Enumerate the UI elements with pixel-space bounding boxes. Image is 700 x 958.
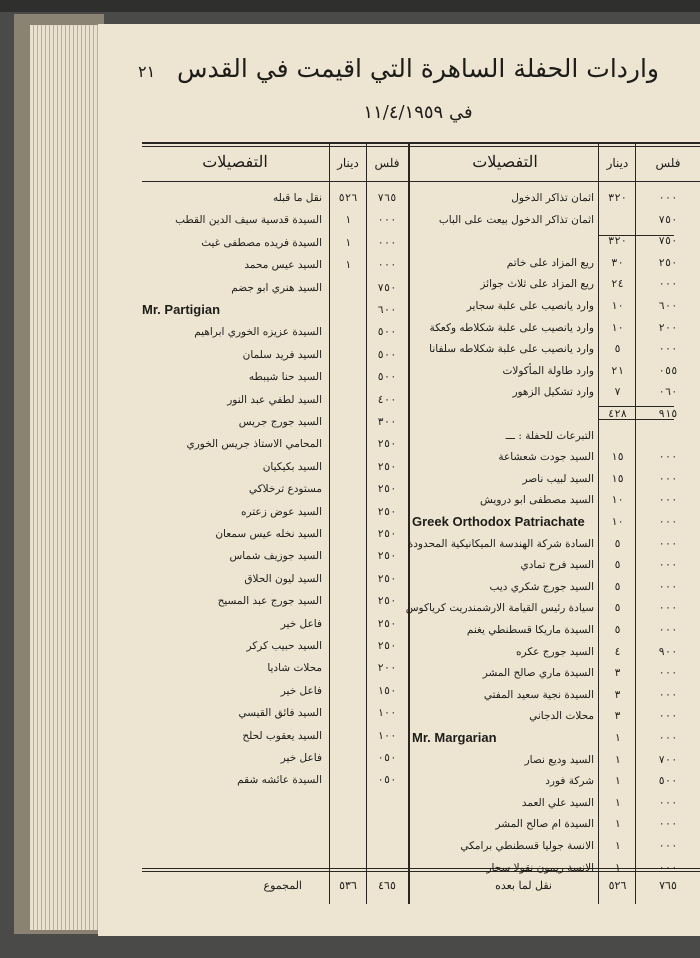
right_column-dinar: ٥	[614, 580, 621, 593]
page-title: واردات الحفلة الساهرة التي اقيمت في القدس	[177, 54, 659, 83]
footer-left-dinar: ٥٣٦	[339, 879, 357, 892]
left_column-fils: ٧٦٥	[377, 192, 397, 204]
left_column-fils: ٠٥٠	[377, 774, 397, 787]
right_column-entry: السادة شركة الهندسة الميكانيكية المحدودة	[407, 537, 594, 550]
right_column-fils: ٠٠٠	[658, 343, 678, 356]
left_column-fils: ٠٠٠	[377, 214, 397, 227]
right_column-dinar: ١٥	[611, 472, 624, 485]
left-header-fils: فلس	[374, 156, 400, 170]
right_column-dinar: ٧	[614, 386, 621, 399]
col-divider	[598, 144, 599, 904]
right_column-entry: ريع المزاد على خاتم	[506, 256, 594, 269]
right_column-entry: وارد طاولة المأكولات	[502, 364, 594, 377]
left_column-fils: ١٥٠	[377, 684, 397, 697]
right_column-entry: السيد لبيب ناصر	[522, 472, 594, 485]
left_column-entry: السيد لطفي عبد النور	[227, 393, 322, 406]
right_column-dinar: ١	[614, 753, 621, 766]
col-divider	[366, 144, 367, 904]
left_column-fils: ٢٥٠	[377, 572, 397, 585]
right_column-fils: ٠٠٠	[658, 840, 678, 852]
right_column-dinar: ١	[614, 796, 621, 809]
right_column-dinar: ١	[614, 818, 621, 831]
right_column-entry: السيدة نجية سعيد المفتي	[483, 688, 594, 701]
right_column-dinar: ١٠	[611, 300, 624, 312]
right_column-entry: شركة فورد	[545, 775, 594, 788]
right_column-entry: Greek Orthodox Patriachate	[412, 514, 585, 529]
left_column-entry: السيدة قدسية سيف الدين القطب	[175, 214, 322, 227]
right_column-entry: اثمان تذاكر الدخول	[511, 192, 594, 204]
col-divider	[635, 144, 636, 904]
left_column-dinar: ١	[344, 259, 352, 272]
right_column-fils: ٠٠٠	[658, 580, 678, 593]
left_column-fils: ٠٠٠	[377, 236, 397, 249]
left_column-fils: ٥٠٠	[377, 326, 397, 339]
left_column-entry: السيد جورج عبد المسيح	[217, 595, 322, 608]
right_column-fils: ٩١٥	[658, 408, 678, 420]
right_column-dinar: ٥	[614, 559, 621, 572]
right-header-details: التفصيلات	[472, 152, 538, 171]
left_column-dinar: ٥٢٦	[338, 192, 358, 204]
right_column-dinar: ١	[614, 775, 621, 788]
left_column-entry: السيد عيس محمد	[244, 259, 322, 272]
left_column-fils: ٠٥٠	[377, 752, 397, 764]
right_column-dinar: ٥	[614, 624, 621, 636]
right_column-dinar: ١٠	[611, 516, 624, 528]
left_column-entry: السيد جورج جريس	[238, 416, 322, 428]
header-top-rule-thin	[142, 146, 700, 147]
right_column-dinar: ٥	[614, 602, 621, 615]
right-header-dinar: دينار	[606, 156, 629, 170]
left_column-fils: ٥٠٠	[377, 348, 397, 361]
left_column-entry: السيد فائق القيسي	[238, 707, 322, 720]
right_column-fils: ٦٠٠	[658, 300, 678, 312]
right_column-fils: ٥٠٠	[658, 775, 678, 788]
right_column-dinar: ١	[614, 861, 621, 874]
footer-left-fils: ٤٦٥	[378, 879, 396, 892]
left_column-entry: السيد ليون الحلاق	[244, 572, 322, 585]
right_column-dinar: ٣٠	[611, 256, 624, 269]
right_column-dinar: ٥	[614, 537, 621, 550]
right_column-dinar: ٥	[614, 343, 621, 356]
right_column-entry: السيدة ماريكا قسطنطي يغنم	[466, 624, 594, 636]
left_column-entry: السيد بكيكيان	[262, 460, 322, 473]
right_column-fils: ٠٠٠	[658, 559, 678, 572]
right_column-dinar: ١٠	[611, 321, 624, 334]
right_column-entry: ريع المزاد على ثلاث جوائز	[480, 278, 594, 291]
right_column-fils: ٠٠٠	[658, 818, 678, 831]
right_column-entry: سيادة رئيس القيامة الارشمندريت كرياكوس	[405, 602, 594, 615]
right_column-fils: ٠٠٠	[658, 796, 678, 809]
left_column-fils: ٧٥٠	[377, 281, 397, 294]
right_column-fils: ٧٥٠	[658, 213, 678, 226]
right_column-entry: السيد وديع نصار	[524, 753, 594, 766]
right_column-entry: السيد فرح تمادي	[520, 559, 594, 572]
right_column-dinar: ١	[614, 840, 621, 852]
right_column-dinar: ٣	[614, 688, 621, 701]
footer-left-label: المجموع	[263, 879, 302, 892]
right_column-dinar: ٣٢٠	[608, 192, 627, 204]
header-bottom-rule	[142, 181, 700, 182]
footer-right-label: نقل لما بعده	[495, 879, 552, 892]
left_column-entry: نقل ما قبله	[273, 192, 322, 204]
right_column-dinar: ٤٢٨	[608, 408, 627, 420]
left_column-fils: ٢٥٠	[377, 595, 397, 608]
left_column-entry: السيد عوض زعتره	[240, 505, 322, 518]
right_column-fils: ٠٠٠	[658, 624, 678, 636]
col-divider	[329, 144, 330, 904]
left_column-entry: السيد نخله عيس سمعان	[215, 528, 322, 540]
ledger-page	[98, 24, 700, 936]
right_column-entry: وارد يانصيب على علبة سجاير	[466, 300, 594, 312]
right_column-dinar: ٢٤	[611, 278, 624, 291]
left_column-dinar: ١	[344, 236, 352, 249]
right_column-fils: ٠٥٥	[658, 364, 678, 377]
left-header-details: التفصيلات	[202, 152, 268, 171]
left_column-fils: ٢٠٠	[377, 662, 397, 675]
page-stack-edges	[30, 25, 104, 930]
left-header-dinar: دينار	[337, 156, 359, 170]
left_column-entry: فاعل خير	[280, 617, 322, 630]
left_column-fils: ٦٠٠	[377, 304, 397, 316]
left_column-fils: ٠٠٠	[377, 259, 397, 272]
right_column-entry: وارد يانصيب على علبة شكلاطه وكعكة	[429, 321, 594, 334]
right_column-fils: ٠٠٠	[658, 192, 678, 204]
right_column-fils: ٠٠٠	[658, 472, 678, 485]
right_column-entry: السيد علي العمد	[521, 796, 594, 809]
right_column-fils: ٧٥٠	[658, 235, 678, 248]
left_column-fils: ٢٥٠	[377, 640, 397, 652]
left_column-entry: السيدة عزيزه الخوري ابراهيم	[194, 326, 322, 339]
right_column-entry: الانسة ريمون نقولا سحار	[486, 861, 594, 874]
right_column-fils: ٠٠٠	[658, 602, 678, 615]
left_column-entry: السيد يعقوب لحلح	[242, 729, 322, 742]
left_column-entry: فاعل خير	[280, 752, 322, 764]
right_column-dinar: ٣٢٠	[608, 235, 627, 248]
top-strip	[0, 0, 700, 12]
right-header-fils: فلس	[655, 156, 681, 170]
right_column-fils: ٠٠٠	[658, 278, 678, 291]
header-top-rule	[142, 142, 700, 144]
left_column-entry: السيد جوزيف شماس	[229, 550, 322, 563]
left_column-dinar: ١	[344, 214, 352, 227]
footer-right-dinar: ٥٢٦	[608, 879, 627, 892]
right_column-entry: Mr. Margarian	[412, 730, 497, 745]
subtotal-rule	[598, 406, 674, 407]
right_column-fils: ٠٠٠	[658, 516, 678, 528]
left_column-fils: ٢٥٠	[377, 617, 397, 630]
right_column-dinar: ٣	[614, 710, 621, 723]
right_column-entry: وارد يانصيب على علبة شكلاطه سلفانا	[429, 343, 594, 356]
right_column-entry: السيد مصطفى ابو درويش	[480, 494, 594, 507]
right_column-dinar: ٤	[614, 645, 621, 658]
left_column-entry: السيد حبيب كركر	[246, 640, 322, 652]
right_column-entry: السيدة ام صالح المشر	[495, 818, 594, 831]
left_column-fils: ٣٠٠	[377, 416, 397, 428]
left_column-fils: ٤٠٠	[377, 393, 397, 406]
right_column-fils: ٩٠٠	[658, 645, 678, 658]
left_column-entry: محلات شاديا	[267, 662, 322, 675]
right_column-fils: ٠٠٠	[658, 732, 678, 744]
left_column-fils: ٢٥٠	[377, 550, 397, 563]
right_column-entry: السيد جورج عكره	[516, 645, 594, 658]
right_column-fils: ٠٠٠	[658, 667, 678, 680]
right_column-entry: السيد جورج شكري ديب	[489, 580, 594, 593]
left_column-fils: ٢٥٠	[377, 483, 397, 496]
page-date: في ١١/٤/١٩٥٩	[363, 102, 473, 123]
right_column-dinar: ١	[614, 732, 621, 744]
left_column-entry: السيدة فريده مصطفى غيث	[201, 236, 322, 249]
left_column-entry: Mr. Partigian	[142, 302, 221, 317]
left_column-fils: ١٠٠	[377, 707, 397, 720]
right_column-fils: ٧٠٠	[658, 753, 678, 766]
right_column-entry: السيد جودت شعشاعة	[498, 451, 594, 464]
right_column-fils: ٠٦٠	[658, 386, 678, 399]
right_column-fils: ٠٠٠	[658, 710, 678, 723]
left_column-entry: السيد هنري ابو جضم	[231, 281, 322, 294]
left_column-fils: ٥٠٠	[377, 371, 397, 384]
right_column-entry: التبرعات للحفلة : ـــ	[505, 429, 594, 442]
right_column-fils: ٠٠٠	[658, 494, 678, 507]
col-divider-middle	[408, 144, 410, 904]
left_column-entry: مستودع ترخلاكي	[248, 483, 322, 496]
left_column-fils: ٢٥٠	[377, 528, 397, 540]
footer-right-fils: ٧٦٥	[659, 879, 677, 892]
left_column-entry: السيد حنا شيبطه	[248, 371, 322, 384]
right_column-fils: ٢٠٠	[658, 321, 678, 334]
left_column-fils: ١٠٠	[377, 729, 397, 742]
right_column-entry: محلات الدجاني	[529, 710, 594, 723]
right_column-fils: ٠٠٠	[658, 861, 678, 874]
left_column-fils: ٢٥٠	[377, 438, 397, 451]
left_column-entry: السيد فريد سلمان	[242, 348, 322, 361]
right_column-fils: ٠٠٠	[658, 537, 678, 550]
right_column-fils: ٠٠٠	[658, 688, 678, 701]
left_column-entry: فاعل خير	[280, 684, 322, 697]
right_column-dinar: ١٥	[611, 451, 624, 464]
left_column-fils: ٢٥٠	[377, 505, 397, 518]
right_column-dinar: ٣	[614, 667, 621, 680]
right_column-entry: اثمان تذاكر الدخول بيعت على الباب	[438, 213, 594, 226]
left_column-entry: السيدة عائشه شقم	[237, 774, 322, 787]
right_column-entry: السيدة ماري صالح المشر	[482, 667, 594, 680]
left_column-fils: ٢٥٠	[377, 460, 397, 473]
right_column-entry: وارد تشكيل الزهور	[512, 386, 594, 399]
right_column-fils: ٠٠٠	[658, 451, 678, 464]
right_column-dinar: ٢١	[611, 364, 624, 377]
right_column-entry: الانسة جوليا قسطنطي برامكي	[460, 840, 594, 852]
right_column-fils: ٢٥٠	[658, 256, 678, 269]
left_column-entry: المحامي الاستاذ جريس الخوري	[186, 438, 322, 451]
page-number: ٢١	[138, 62, 156, 81]
right_column-dinar: ١٠	[611, 494, 624, 507]
